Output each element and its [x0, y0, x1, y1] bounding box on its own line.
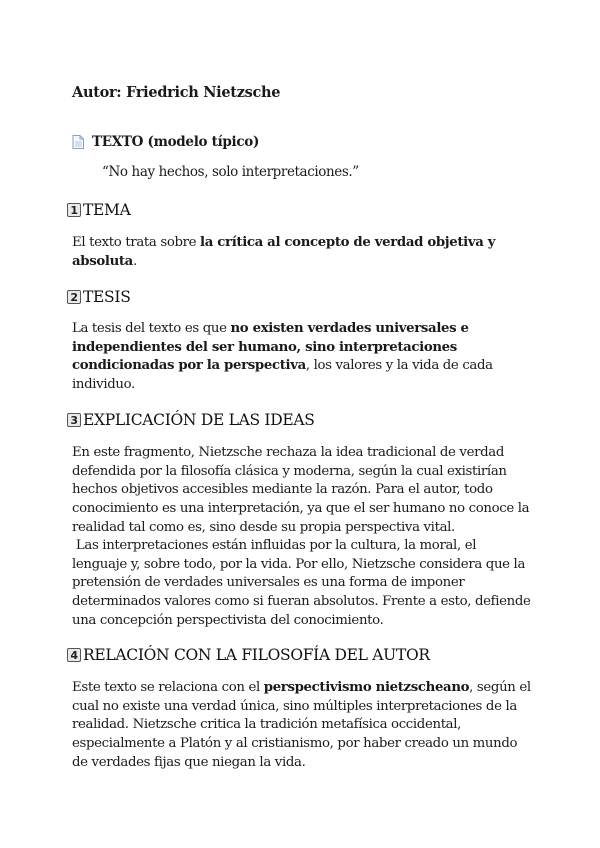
text-run: El texto trata sobre: [72, 235, 201, 250]
section-title: TEMA: [83, 201, 131, 219]
keycap-three-icon: 3: [67, 413, 81, 427]
section-heading-explicacion: [67, 411, 315, 429]
bold-text-run: la crítica al concepto de verdad objetiva y absoluta: [72, 235, 496, 269]
bold-text-run: no existen verdades universales e independientes del ser humano, sino interpretaciones condicionadas por la perspectiva: [72, 321, 469, 374]
explicacion-paragraph-1: En este fragmento, Nietzsche rechaza la idea tradicional de verdad defendida por la filosofía clásica y moderna, según la cual existirían hechos objetivos accesibles mediante la razón. Para el autor, todo conocimiento es una interpretación, ya que el ser humano no conoce la realidad tal como es, sino desde su propia perspectiva vital.: [72, 445, 530, 535]
section-heading-tema: [67, 201, 131, 219]
tema-paragraph: [72, 234, 532, 271]
text-run: Este texto se relaciona con el: [72, 680, 264, 695]
document-icon: [72, 135, 84, 149]
tesis-paragraph: [72, 320, 532, 395]
section-title: EXPLICACIÓN DE LAS IDEAS: [83, 411, 315, 429]
quote-text: “No hay hechos, solo interpretaciones.”: [102, 164, 359, 180]
text-run: La tesis del texto es que: [72, 321, 231, 336]
relacion-paragraph: [72, 679, 532, 773]
author-line: Autor: Friedrich Nietzsche: [72, 84, 281, 101]
keycap-two-icon: 2: [67, 290, 81, 304]
section-heading-tesis: [67, 288, 131, 306]
texto-title: TEXTO (modelo típico): [92, 134, 260, 150]
section-title: TESIS: [83, 288, 131, 306]
bold-text-run: perspectivismo nietzscheano: [263, 680, 470, 695]
text-run: .: [132, 253, 137, 269]
text-run: , según el cual no existe una verdad única, sino múltiples interpretaciones de la realidad. Nietzsche critica la tradición metafísica occidental, especialmente a Platón y al cristianismo, por haber creado un mundo de verdades fijas que niegan la vida.: [72, 680, 531, 770]
explicacion-paragraph-2: Las interpretaciones están influidas por la cultura, la moral, el lenguaje y, sobre todo, por la vida. Por ello, Nietzsche considera que la pretensión de verdades universales es una forma de imponer determinados valores como si fueran absolutos. Frente a esto, defiende una concepción perspectivista del conocimiento.: [72, 538, 535, 628]
keycap-one-icon: 1: [67, 203, 81, 217]
section-title: RELACIÓN CON LA FILOSOFÍA DEL AUTOR: [83, 646, 430, 664]
text-run: , los valores y la vida de cada individuo.: [72, 358, 493, 393]
section-heading-relacion: [67, 646, 430, 664]
texto-heading: [72, 134, 259, 150]
keycap-four-icon: 4: [67, 648, 81, 662]
